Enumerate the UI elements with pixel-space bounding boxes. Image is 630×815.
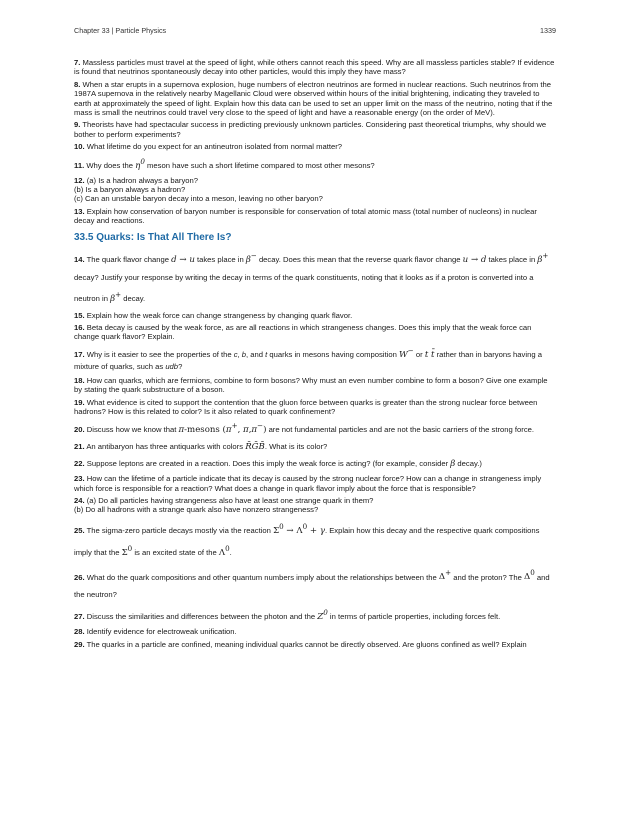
- sigma-decay-expression: $\Sigma^0 \to \Lambda^0 + \gamma$: [273, 521, 325, 536]
- question-26: 26. What do the quark compositions and other quantum numbers imply about the relationships between the Δ+ and the proton? The $\Delta^0$ and the neutron?: [74, 568, 550, 600]
- question-25: 25. The sigma-zero particle decays mostly via the reaction $\Sigma^0 \to \Lambda^0 + \gamma$. Explain how this decay and the respective quark compositions imply that the $\Sigma^0$ is an excited state of the $\Lambda^0$.: [74, 521, 540, 558]
- page-number: 1339: [540, 26, 556, 35]
- question-19: 19. What evidence is cited to support the contention that the gluon force between quarks is greater than the strong nuclear force between hadrons? How is this related to color? Is it also related to quark confinement?: [74, 397, 538, 416]
- question-14: 14. The quark flavor change d → u takes place in β− decay. Does this mean that the reverse quark flavor change u → d takes place in β+ decay? Justify your response by writing the decay in terms of the quark constituents, noting that it looks as if a proton is converted into a neutron in β+ decay.: [74, 250, 549, 304]
- question-20: 20. Discuss how we know that π-mesons (π+, π,π−) are not fundamental particles and are not the basic carriers of the strong force.: [74, 421, 535, 436]
- lambda-zero-symbol: $\Lambda^0$: [218, 543, 230, 558]
- question-list: [74, 58, 556, 652]
- beta-plus-symbol: β+: [537, 250, 549, 265]
- u-to-d-expression: u → d: [462, 254, 487, 265]
- question-18: 18. How can quarks, which are fermions, combine to form bosons? Why must an even number combine to form a boson? Give one example by stating the quark substructure of a boson.: [74, 375, 548, 395]
- question-8: 8. When a star erupts in a supernova explosion, huge numbers of electron neutrinos are formed in nuclear reactions. Such neutrinos from the 1987A supernova in the relatively nearby Magellanic Cloud were observed within hours of the initial brightening, indicating they traveled to earth at approximately the speed of light. Explain how this data can be used to set an upper limit on the mass of the neutrino, noting that if the mass is small the neutrinos could travel very close to the speed of light and have a reasonable energy (on the order of MeV).: [74, 79, 553, 118]
- question-12: 12. (a) Is a hadron always a baryon?: [74, 175, 199, 185]
- beta-symbol: β: [450, 459, 456, 470]
- question-29: 29. The quarks in a particle are confined, meaning individual quarks cannot be directly observed. Are gluons confined as well? Explain: [74, 639, 527, 649]
- question-13: 13. Explain how conservation of baryon number is responsible for conservation of total atomic mass (total number of nucleons) in nuclear decay and reactions.: [74, 206, 537, 226]
- beta-plus-symbol: β+: [110, 289, 122, 304]
- question-9: 9. Theorists have had spectacular success in predicting previously unknown particles. Considering past theoretical triumphs, why should we bother to perform experiments?: [74, 120, 547, 139]
- delta-zero-symbol: $\Delta^0$: [524, 568, 535, 583]
- delta-plus-symbol: Δ+: [438, 568, 452, 583]
- question-21: 21. An antibaryon has three antiquarks with colors R̄ḠB̄. What is its color?: [74, 442, 328, 453]
- eta-zero-symbol: $\eta^0$: [135, 156, 145, 171]
- t-tbar-symbol: t t̄: [424, 349, 435, 360]
- z-zero-symbol: $Z^0$: [317, 608, 328, 623]
- anticolor-symbols: R̄ḠB̄: [245, 442, 265, 453]
- question-12-c: (c) Can an unstable baryon decay into a meson, leaving no other baryon?: [74, 194, 323, 204]
- beta-minus-symbol: β−: [245, 250, 257, 265]
- question-24-b: (b) Do all hadrons with a strange quark also have nonzero strangeness?: [74, 505, 319, 515]
- question-15: 15. Explain how the weak force can change strangeness by changing quark flavor.: [74, 310, 353, 320]
- question-24: 24. (a) Do all particles having strangeness also have at least one strange quark in them?: [74, 496, 374, 506]
- question-12-b: (b) Is a baryon always a hadron?: [74, 184, 186, 194]
- sigma-zero-symbol: $\Sigma^0$: [121, 543, 133, 558]
- d-to-u-expression: d → u: [171, 254, 195, 265]
- question-27: 27. Discuss the similarities and differences between the photon and the $Z^0$ in terms of particle properties, including forces felt.: [74, 608, 501, 623]
- page-header: [74, 26, 556, 38]
- pi-mesons-expression: π-mesons (π+, π,π−): [178, 421, 267, 436]
- question-16: 16. Beta decay is caused by the weak force, as are all reactions in which strangeness changes. Does this imply that the weak force can change quark flavor? Explain.: [74, 323, 532, 342]
- question-11: 11. Why does the $\eta^0$ meson have such a short lifetime compared to most other mesons?: [74, 156, 375, 171]
- w-minus-symbol: W−: [398, 345, 414, 360]
- chapter-title: Chapter 33 | Particle Physics: [74, 26, 167, 35]
- question-7: 7. Massless particles must travel at the speed of light, while others cannot reach this speed. Why are all massless particles stable? If evidence is found that neutrinos spontaneously decay into other particles, would this imply they have mass?: [74, 58, 555, 77]
- question-17: 17. Why is it easier to see the properties of the c, b, and t quarks in mesons having composition W− or t t̄ rather than in baryons having a mixture of quarks, such as udb?: [74, 345, 542, 372]
- question-22: 22. Suppose leptons are created in a reaction. Does this imply the weak force is acting? (for example, consider β decay.): [74, 459, 482, 470]
- section-heading: 33.5 Quarks: Is That All There Is?: [74, 231, 232, 243]
- question-28: 28. Identify evidence for electroweak unification.: [74, 627, 237, 637]
- question-10: 10. What lifetime do you expect for an antineutron isolated from normal matter?: [74, 142, 342, 152]
- question-23: 23. How can the lifetime of a particle indicate that its decay is caused by the strong nuclear force? How can a change in strangeness imply which force is responsible for a reaction? What does a change in quark flavor imply about the force that is responsible?: [74, 474, 542, 493]
